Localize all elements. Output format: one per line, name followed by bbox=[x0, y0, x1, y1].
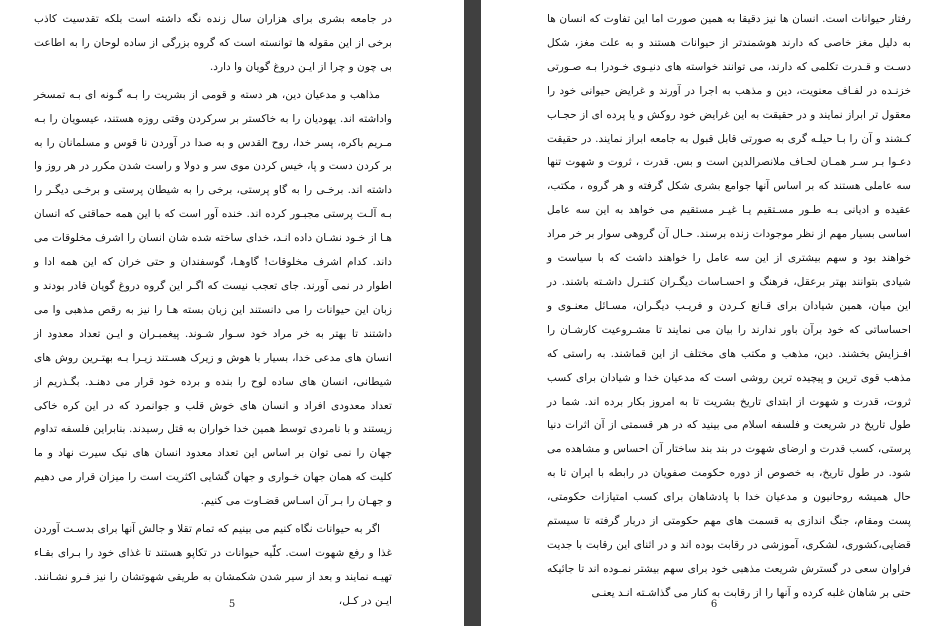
right-paragraph-1: رفتار حیوانات است. انسان ها نیز دقیقا به همین صورت اما این تفاوت که انسان ها به دلیل مغز خاصی که دارند هوشمندتر از حیوانات هستند و به علت مغز، شکل دسـت و قـدرت تکلمی که دارند، می توانند خواسته های دنیـوی خـودرا بـه صـورتی خزنـده در لفـاف معنویت، دین و مذهب به اجرا در آورند و غرایض حیوانی خود را معقول تر ابراز نمایند و در حقیقت به این غرایض خود روکش و یا پرده ای از حجـاب کـشند و آن را بـا حیلـه گری به صورتی قابل قبول به جامعه ابراز نمایند. در حقیقت دعـوا بـر سـر همـان لحـاف ملانصرالدین است و بس. قدرت ، ثروت و شهوت تنها سه عاملی هستند که بر اساس آنها جوامع بشری شکل گرفته و هر گروه ، مکتب، عقیده و ادیانی بـه طـور مسـتقیم یـا غیـر مستقیم می خواهد به این سه عامل اساسی بسیار مهم از نظر موجودات زنده برسند. حـال آن گروهی سوار بر خر مراد خواهند بود و سهم بیشتری از این سه عامل را خواهند داشت که با سیاست و شیادی بتوانند بهتر برعقل، فرهنگ و احسـاسات دیگـران کنتـرل داشـته باشند. در این میان، همین شیادان برای قـانع کـردن و فریـب دیگـران، مسـائل معنـوی و احساساتی که خود برآن باور ندارند را بیان می نمایند تا مشـروعیت کارشـان را افـزایش بخشند. دین، مذهب و مکتب های مختلف از این قماشند. به راستی که مذهب قوی ترین و پیچیده ترین روشی است که مدعیان خدا و شیادان برای کسب ثروت، قدرت و شهوت از ابتدای تاریخ بشریت تا به امروز بکار برده اند. شما در طول تاریخ در شریعت و فلسفه اسلام می بینید که در هر قسمتی از آن اثرات دنیا پرستی، کسب قدرت و ارضای شهوت در بند بند ساختار آن احساس و مشاهده می شود. در طول تاریخ، به خصوص از دوره حکومت صفویان در رابطه با ایران تا به حال همیشه روحانیون و مدعیان خدا با پادشاهان برای کسب امتیازات حکومتی، پست ومقام، جنگ اندازی به قسمت های مهم حکومتی از دربار گرفته تا سیستم قضایی،کشوری، لشکری، آموزشی در رقابت بوده اند و در اثنای این رقابت با جدیت فراوان سعی در گسترش شریعت مذهبی خود برای سهم بیشتر نمـوده اند تا جائیکه حتی بر شاهان غلبه کرده و آنها را از رقابت به کنار می گذاشـته انـد یعنـی bbox=[547, 13, 911, 599]
left-page bbox=[0, 0, 464, 626]
left-page-number: 5 bbox=[228, 599, 236, 610]
right-page bbox=[481, 0, 947, 626]
page-gutter bbox=[464, 0, 481, 626]
left-paragraph-1: در جامعه بشری برای هزاران سال زنده نگه داشته است بلکه تقدسیت کاذب برخی از این مقوله ها توانسته است که گروه بزرگی از ساده لوحان را به اطاعت بی چون و چرا از ایـن دروغ گویان وا دارد. bbox=[34, 13, 392, 73]
right-page-text bbox=[547, 8, 911, 606]
left-paragraph-3: اگر به حیوانات نگاه کنیم می بینیم که تمام تقلا و جالش آنها برای بدسـت آوردن غذا و رفع شهوت است. کلّیه حیوانات در تکاپو هستند تا غذای خود را بـرای بقـاء تهیـه نمایند و بعد از سیر شدن شکمشان به طریقی شهوتشان را نیز فـرو نشـانند. ایـن در کـل، bbox=[34, 523, 392, 607]
left-paragraph-2: مذاهب و مدعیان دین، هر دسته و قومی از بشریت را بـه گـونه ای بـه تمسخر واداشته اند. یهودیان را به خاکستر بر سرکردن وقتی روزه هستند، عیسویان را بـه مـریم باکره، پسر خدا، روح القدس و به صدا در آوردن نا قوس و مسلمانان را به بر کردن دست و پا، خیس کردن موی سر و دولا و راست شدن مکرر در هر روز وا داشته اند. برخـی را به گاو پرستی، برخی را به شیطان پرستی و برخـی دیگـر را بـه آلـت پرستی مجبـور کرده اند. خنده آور است که با این همه حماقتی که انسان هـا از خـود نشـان داده انـد، خدای ساخته شده شان انسان را اشرف مخلوقات می داند. کدام اشرف مخلوقات! گاوهـا، گوسفندان و حتی خران که این همه ادا و اطوار در نمی آورند. جای تعجب نیست که اگـر این گروه دروغ گویان قادر بودند و زبان این حیوانات را می دانستند این زبان بسته هـا را نیز به رقص مذهبی وا می داشتند تا بهتر به خر مراد خود سـوار شـوند. پیغمبـران و ایـن تعداد معدود از انسان های مدعی خدا، بسیار با هوش و زیرک هسـتند زیـرا بـه بهتـرین روش های شیطانی، انسان های ساده لوح را بنده و برده خود قرار می دهنـد. بگـذریم از تعداد معدودی افراد و انسان های خوش قلب و جوانمرد که در این کره خاکی زیستند و با نامردی توسط همین خدا خواران به قتل رسیدند. بنابراین فلسفه تداوم جهان را نمی توان بر اساس این تعداد معدود انسان های نیک سیرت نهاد و ما کلیت که همان جهان خـواری و جهان گشایی اکثریت است را میزان قرار می دهیم و جهـان را بـر آن اسـاس قضـاوت می کنیم. bbox=[34, 88, 392, 508]
right-page-number: 6 bbox=[710, 599, 718, 610]
left-page-text bbox=[34, 8, 392, 614]
